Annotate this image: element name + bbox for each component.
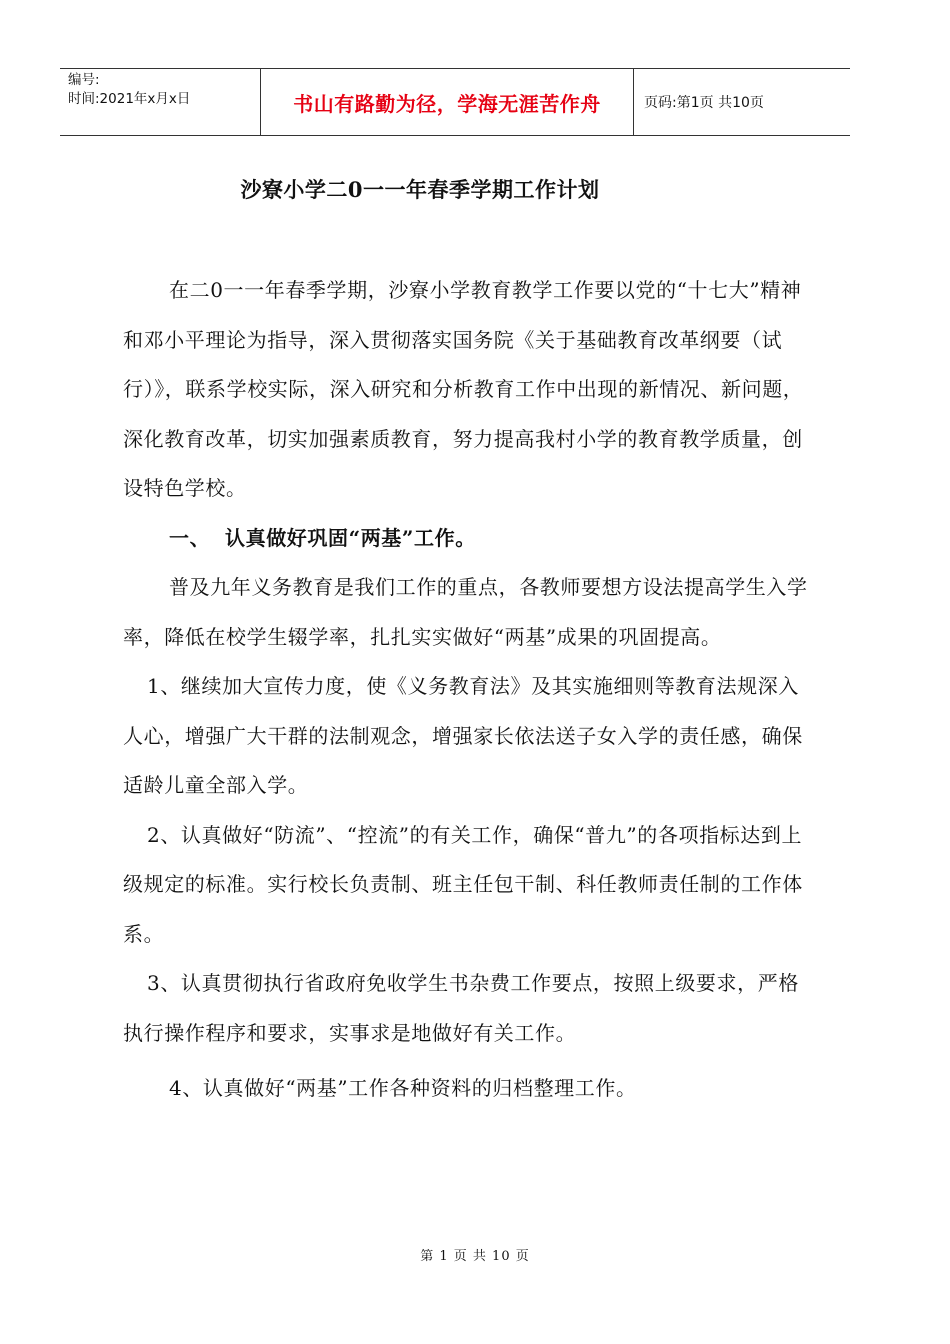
list-item-1: 1、继续加大宣传力度，使《义务教育法》及其实施细则等教育法规深入人心，增强广大干群的法制观念，增强家长依法送子女入学的责任感，确保适龄儿童全部入学。 [123, 674, 803, 797]
list-item-3: 3、认真贯彻执行省政府免收学生书杂费工作要点，按照上级要求，严格执行操作程序和要求，实事求是地做好有关工作。 [123, 971, 799, 1045]
section-paragraph: 普及九年义务教育是我们工作的重点，各教师要想方设法提高学生入学率，降低在校学生辍学率，扎扎实实做好“两基”成果的巩固提高。 [123, 575, 808, 649]
page-header [60, 68, 850, 136]
section-heading [123, 514, 808, 564]
document-number-label: 编号: [68, 72, 100, 88]
section-heading-number: 一、 [169, 525, 211, 550]
header-meta [60, 69, 260, 135]
document-body [123, 266, 808, 1114]
list-item-2: 2、认真做好“防流”、“控流”的有关工作，确保“普九”的各项指标达到上级规定的标准。实行校长负责制、班主任包干制、科任教师责任制的工作体系。 [123, 822, 803, 946]
section-heading-text: 认真做好巩固“两基”工作。 [225, 525, 476, 550]
document-time-label: 时间:2021年x月x日 [68, 91, 191, 107]
page-footer: 第 1 页 共 10 页 [420, 1249, 530, 1264]
header-page-info: 页码:第1页 共10页 [644, 95, 764, 111]
header-motto: 书山有路勤为径，学海无涯苦作舟 [293, 91, 601, 116]
document-title: 沙寮小学二0一一年春季学期工作计划 [240, 177, 600, 202]
intro-paragraph: 在二0一一年春季学期，沙寮小学教育教学工作要以党的“十七大”精神和邓小平理论为指导，深入贯彻落实国务院《关于基础教育改革纲要（试行）》，联系学校实际，深入研究和分析教育工作中出现的新情况、新问题，深化教育改革，切实加强素质教育，努力提高我村小学的教育教学质量，创设特色学校。 [123, 278, 804, 500]
list-item-4: 4、认真做好“两基”工作各种资料的归档整理工作。 [169, 1076, 637, 1100]
header-motto-cell [260, 69, 634, 135]
